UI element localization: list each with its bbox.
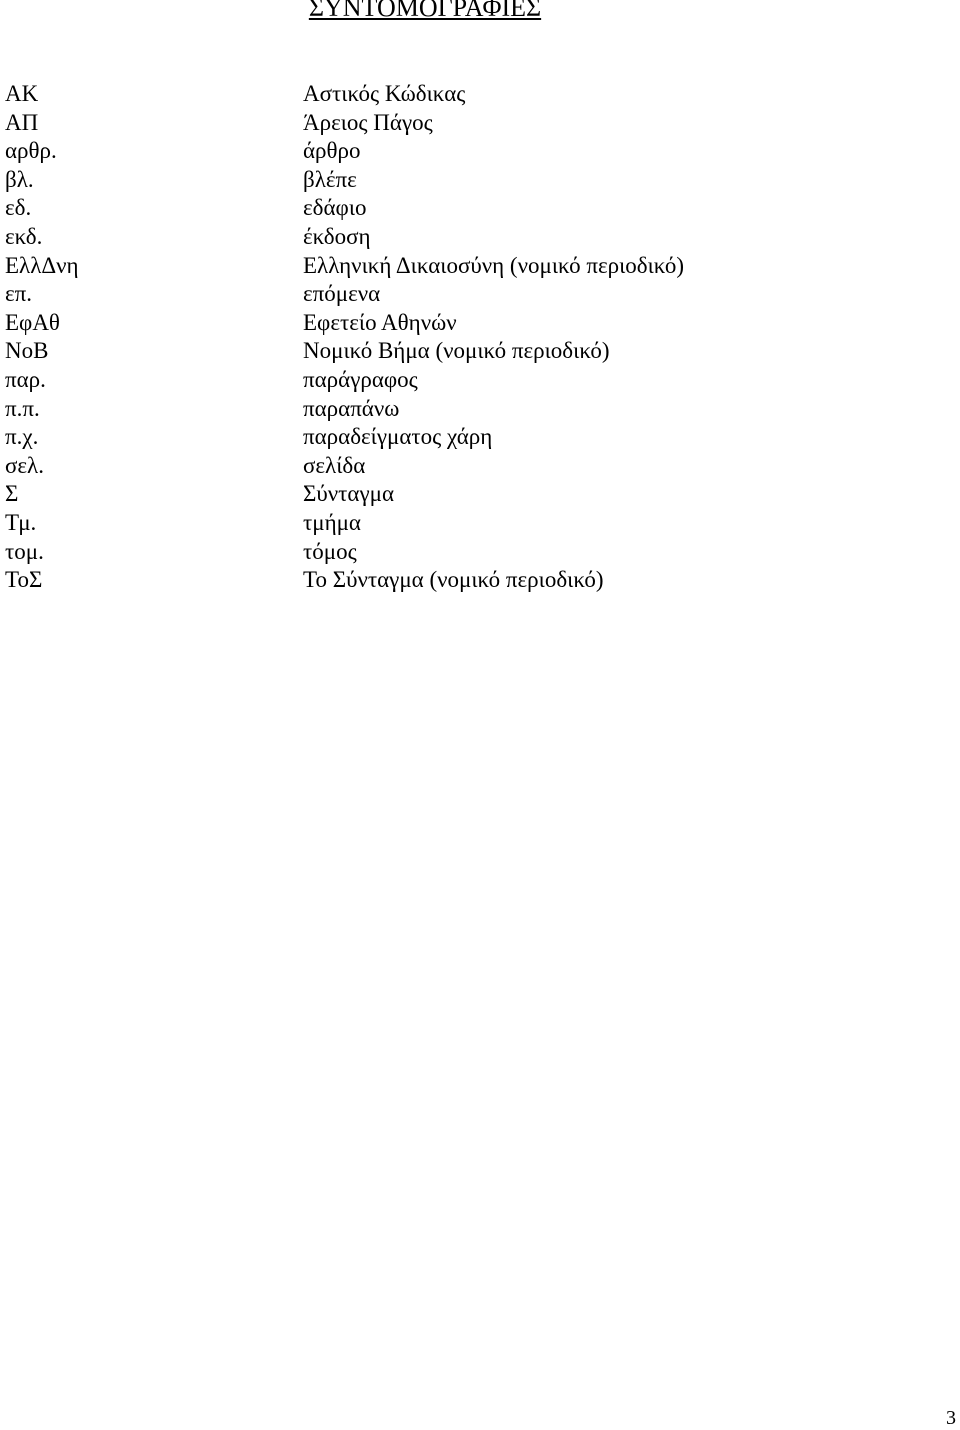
abbreviation: Τμ. [5,509,37,535]
abbreviation-meaning: Νομικό Βήμα (νομικό περιοδικό) [303,338,610,364]
abbreviation-meaning: Εφετείο Αθηνών [303,309,457,335]
abbreviation-meaning: παράγραφος [303,366,418,392]
abbreviation: ΝοΒ [5,338,49,364]
abbreviation: ΕφΑθ [5,309,60,335]
abbreviation-meaning: έκδοση [303,223,371,249]
abbreviation-meaning: Σύνταγμα [303,481,395,507]
abbreviation: επ. [5,281,33,307]
abbreviation: εκδ. [5,223,43,249]
abbreviation: π.π. [5,395,40,421]
abbreviation-meaning: τμήμα [303,509,361,535]
abbreviation-meaning: επόμενα [303,281,381,307]
abbreviation: ΑΚ [5,81,39,106]
page-title: ΣΥΝΤΟΜΟΓΡΑΦΙΕΣ [308,0,542,22]
abbreviation: βλ. [5,166,34,192]
abbreviation-meaning: παραπάνω [303,395,400,421]
abbreviation-meaning: άρθρο [303,138,361,164]
abbreviation-meaning: Αστικός Κώδικας [303,81,466,106]
abbreviation-meaning: Άρειος Πάγος [303,109,433,135]
abbreviation-meaning: παραδείγματος χάρη [303,424,493,450]
abbreviation-meaning: εδάφιο [303,195,367,221]
abbreviation: σελ. [5,452,44,478]
abbreviation: ΑΠ [5,109,39,135]
abbreviation: π.χ. [5,424,39,450]
abbreviation: εδ. [5,195,32,221]
abbreviation: ΕλλΔνη [5,252,79,278]
abbreviation: Σ [5,481,19,507]
abbreviation-meaning: σελίδα [303,452,366,478]
abbreviation: τομ. [5,538,44,564]
abbreviation: ΤοΣ [5,567,43,593]
abbreviation: αρθρ. [5,138,57,164]
page-number: 3 [946,1407,956,1429]
abbreviation-meaning: τόμος [303,538,357,564]
abbreviation-meaning: Το Σύνταγμα (νομικό περιοδικό) [303,567,604,593]
abbreviation: παρ. [5,366,46,392]
abbreviation-meaning: βλέπε [303,166,357,192]
abbreviation-meaning: Ελληνική Δικαιοσύνη (νομικό περιοδικό) [303,252,685,278]
